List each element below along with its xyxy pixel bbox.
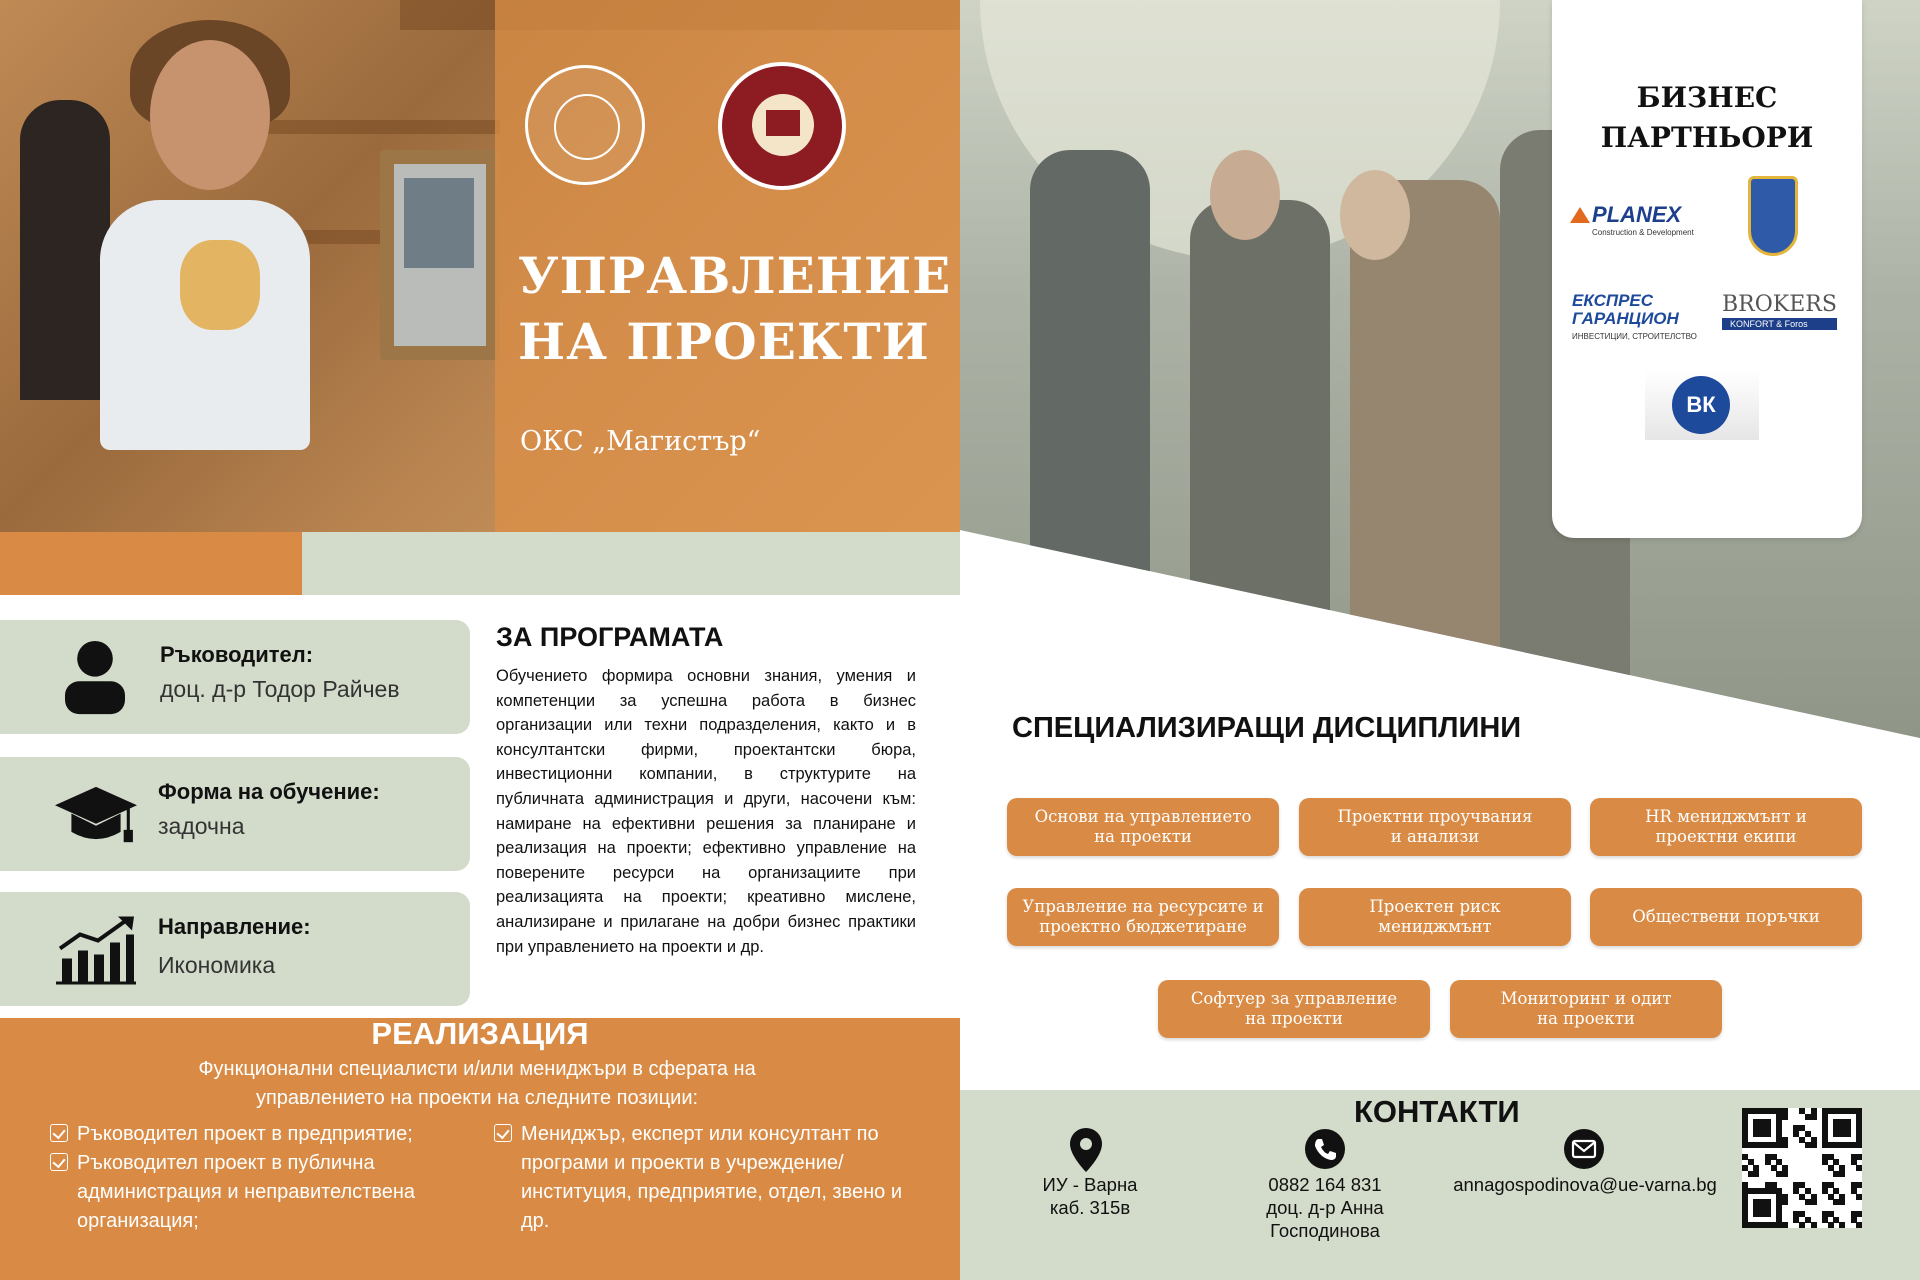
director-card bbox=[0, 620, 470, 734]
discipline-item: Проектни проучвания и анализи bbox=[1299, 798, 1571, 856]
discipline-item: Проектен риск мениджмънт bbox=[1299, 888, 1571, 946]
realization-list-left bbox=[50, 1120, 470, 1236]
checkbox-icon bbox=[494, 1124, 512, 1142]
varna-crest-logo bbox=[1748, 176, 1798, 256]
checkbox-icon bbox=[50, 1153, 68, 1171]
decor-band-orange bbox=[0, 532, 302, 595]
list-item bbox=[50, 1120, 470, 1149]
location-line2: каб. 315в bbox=[1049, 1197, 1131, 1218]
field-card bbox=[0, 892, 470, 1006]
list-item-text: Мениджър, експерт или консултант по програми и проекти в учреждение/ институция, предприятие, отдел, звено и др. bbox=[521, 1123, 903, 1232]
program-title bbox=[518, 243, 952, 375]
discipline-item: Обществени поръчки bbox=[1590, 888, 1862, 946]
contacts-title: КОНТАКТИ bbox=[1354, 1094, 1520, 1129]
field-label: Направление: bbox=[158, 914, 311, 939]
about-title: ЗА ПРОГРАМАТА bbox=[496, 622, 724, 652]
location-text bbox=[1020, 1173, 1160, 1219]
planex-logo: PLANEX Construction & Development bbox=[1570, 202, 1694, 237]
phone-number[interactable]: 0882 164 831 bbox=[1268, 1174, 1382, 1195]
list-item-text: Ръководител проект в публична администрация и неправителствена организация; bbox=[77, 1152, 416, 1232]
study-form-value: задочна bbox=[158, 813, 245, 839]
degree-label: ОКС „Магистър“ bbox=[520, 426, 761, 457]
field-value: Икономика bbox=[158, 952, 276, 978]
phone-text bbox=[1230, 1173, 1420, 1242]
faculty-logo bbox=[718, 62, 846, 190]
email-icon bbox=[1564, 1129, 1604, 1169]
triangle-icon bbox=[1570, 207, 1590, 223]
disciplines-title: СПЕЦИАЛИЗИРАЩИ ДИСЦИПЛИНИ bbox=[1012, 712, 1522, 744]
bk-logo: ВК bbox=[1645, 370, 1759, 440]
director-value: доц. д-р Тодор Райчев bbox=[160, 676, 400, 702]
discipline-item: Софтуер за управление на проекти bbox=[1158, 980, 1430, 1038]
list-item bbox=[50, 1149, 470, 1236]
realization-list-right bbox=[494, 1120, 914, 1236]
phone-icon bbox=[1305, 1129, 1345, 1169]
brokers-logo: BROKERS KONFORT & Foros bbox=[1722, 292, 1837, 329]
location-line1: ИУ - Варна bbox=[1042, 1174, 1138, 1195]
program-title-line1: УПРАВЛЕНИЕ bbox=[518, 246, 952, 305]
study-form-card bbox=[0, 757, 470, 871]
list-item bbox=[494, 1120, 914, 1236]
university-logo bbox=[525, 65, 645, 185]
program-title-line2: НА ПРОЕКТИ bbox=[518, 312, 930, 371]
study-form-label: Форма на обучение: bbox=[158, 779, 380, 804]
qr-code[interactable] bbox=[1742, 1108, 1862, 1228]
growth-chart-icon bbox=[56, 912, 136, 987]
person-icon bbox=[60, 640, 130, 715]
express-garancion-logo: ЕКСПРЕС ГАРАНЦИОН ИНВЕСТИЦИИ, СТРОИТЕЛСТВО bbox=[1572, 291, 1697, 341]
location-pin-icon bbox=[1070, 1128, 1102, 1172]
discipline-item: HR мениджмънт и проектни екипи bbox=[1590, 798, 1862, 856]
discipline-item: Управление на ресурсите и проектно бюджетиране bbox=[1007, 888, 1279, 946]
email-link[interactable]: annagospodinova@ue-varna.bg bbox=[1453, 1174, 1717, 1195]
phone-person-line1: доц. д-р Анна bbox=[1266, 1197, 1384, 1218]
checkbox-icon bbox=[50, 1124, 68, 1142]
partners-title: БИЗНЕС ПАРТНЬОРИ bbox=[1600, 81, 1814, 154]
director-label: Ръководител: bbox=[160, 642, 314, 667]
discipline-item: Основи на управлението на проекти bbox=[1007, 798, 1279, 856]
realization-intro: Функционални специалисти и/или мениджъри в сферата на управлението на проекти на следните позиции: bbox=[198, 1058, 756, 1109]
list-item-text: Ръководител проект в предприятие; bbox=[77, 1123, 413, 1145]
phone-person-line2: Господинова bbox=[1270, 1220, 1380, 1241]
decor-band-sage bbox=[302, 532, 960, 595]
graduation-cap-icon bbox=[55, 777, 137, 852]
realization-title: РЕАЛИЗАЦИЯ bbox=[371, 1016, 589, 1051]
about-text: Обучението формира основни знания, умения и компетенции за успешна работа в бизнес организации или техни подразделения, както и в консултантски фирми, проектантски бюра, инвестиционни компании, в структурите на публичната администрация и други, насочени към: намиране на ефективни решения за планиране и реализация на проекти; ефективно управление на поверените ресурси на организациите при реализацията на проекти; креативно мислене, анализиране и прилагане на добри бизнес практики при управлението на проекти и др. bbox=[496, 667, 916, 956]
discipline-item: Мониторинг и одит на проекти bbox=[1450, 980, 1722, 1038]
